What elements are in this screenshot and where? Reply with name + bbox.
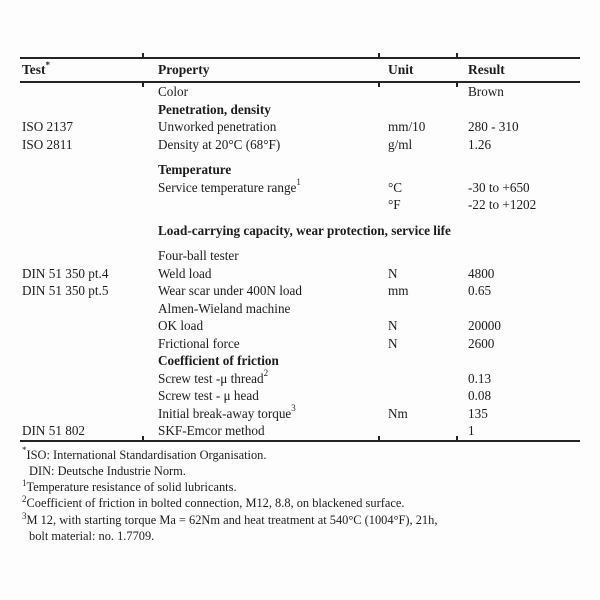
property-cell: SKF-Emcor method — [158, 423, 265, 438]
footnotes — [20, 447, 580, 545]
property-cell: Wear scar under 400N load — [158, 283, 302, 298]
footnote-line — [22, 479, 580, 495]
table-row — [20, 422, 580, 440]
unit-cell — [388, 300, 468, 318]
footnote-ref: 2 — [263, 368, 269, 379]
column-divider-tick — [142, 53, 144, 57]
property-cell: Frictional force — [158, 335, 240, 351]
table-row — [20, 179, 580, 197]
table-row — [20, 83, 580, 101]
property-cell: Screw test - μ head — [158, 388, 259, 403]
test-cell — [20, 335, 158, 353]
property-cell: Coefficient of friction — [158, 353, 279, 368]
table-row — [20, 370, 580, 388]
test-cell — [20, 101, 158, 119]
unit-cell — [388, 352, 468, 370]
footnote-line — [22, 463, 580, 479]
footnote-marker: 2 — [22, 494, 27, 505]
property-cell: Service temperature range$^1$ — [158, 177, 301, 195]
result-cell: -22 to +1202 — [468, 197, 537, 212]
footnote-text: M 12, with starting torque Ma = 62Nm and heat treatment at 540°C (1004°F), 21h, — [26, 512, 438, 527]
unit-cell — [388, 161, 468, 179]
result-cell — [468, 101, 580, 119]
result-cell: 0.65 — [468, 283, 492, 298]
footnote-ref: 3 — [291, 403, 296, 414]
section-spacer — [20, 153, 580, 161]
section-spacer — [20, 214, 580, 222]
test-cell — [20, 179, 158, 197]
table-row — [20, 317, 580, 335]
unit-cell: °C — [388, 179, 403, 195]
result-cell: 1 — [468, 423, 475, 438]
footnote-line — [22, 512, 580, 528]
result-cell: -30 to +650 — [468, 179, 530, 195]
property-cell: OK load — [158, 318, 204, 333]
property-cell: Four-ball tester — [158, 248, 239, 263]
table-header-rule — [20, 81, 580, 83]
header-property-label: Property — [158, 62, 210, 77]
footnote-marker: * — [22, 445, 27, 456]
datasheet-table — [20, 57, 580, 544]
test-cell: ISO 2811 — [22, 136, 73, 152]
column-divider-tick — [456, 83, 458, 87]
column-divider-tick — [142, 436, 144, 440]
footnote-text: Temperature resistance of solid lubricants. — [26, 480, 237, 495]
unit-cell — [388, 101, 468, 119]
result-cell: 4800 — [468, 265, 495, 281]
unit-cell: N — [388, 265, 398, 281]
property-cell: Penetration, density — [158, 101, 271, 117]
unit-cell: N — [388, 318, 398, 333]
result-cell: 0.08 — [468, 388, 492, 403]
footnote-marker: 1 — [22, 477, 27, 488]
column-divider-tick — [378, 53, 380, 57]
property-cell: Temperature — [158, 162, 232, 177]
footnote-text: ISO: International Standardisation Organisation. — [26, 447, 267, 462]
result-cell: Brown — [468, 84, 504, 99]
unit-cell: mm — [388, 283, 409, 298]
table-row — [20, 352, 580, 370]
test-cell — [20, 387, 158, 405]
property-cell: Screw test -μ thread$^2$ — [158, 368, 269, 386]
property-cell: Density at 20°C (68°F) — [158, 136, 281, 152]
property-cell: Load-carrying capacity, wear protection, service life — [158, 222, 451, 238]
test-cell — [20, 370, 158, 388]
column-divider-tick — [142, 83, 144, 87]
footnote-text: bolt material: no. 1.7709. — [29, 528, 155, 543]
result-cell: 1.26 — [468, 136, 492, 152]
test-footnote-marker: * — [45, 59, 51, 70]
result-cell — [468, 352, 580, 370]
footnote-line — [22, 447, 580, 463]
test-cell — [20, 352, 158, 370]
footnote-line — [22, 528, 580, 544]
test-cell — [20, 317, 158, 335]
header-unit-label: Unit — [388, 62, 414, 77]
table-body — [20, 83, 580, 440]
table-top-rule — [20, 57, 580, 59]
unit-cell: N — [388, 335, 398, 351]
test-cell — [20, 196, 158, 214]
test-cell — [20, 161, 158, 179]
column-divider-tick — [456, 53, 458, 57]
test-cell — [20, 83, 158, 101]
table-row — [20, 247, 580, 265]
column-divider-tick — [456, 436, 458, 440]
test-cell — [20, 405, 158, 423]
property-cell: Weld load — [158, 265, 212, 281]
table-row — [20, 282, 580, 300]
unit-cell: g/ml — [388, 136, 413, 152]
table-row — [20, 300, 580, 318]
result-cell: 20000 — [468, 318, 501, 333]
table-row — [20, 405, 580, 423]
unit-cell: Nm — [388, 405, 408, 421]
test-cell: DIN 51 350 pt.4 — [22, 265, 109, 281]
table-row — [20, 161, 580, 179]
test-cell — [20, 300, 158, 318]
table-row — [20, 118, 580, 136]
footnote-text: Coefficient of friction in bolted connection, M12, 8.8, on blackened surface. — [26, 496, 405, 511]
unit-cell — [388, 247, 468, 265]
unit-cell: °F — [388, 197, 401, 212]
test-cell: DIN 51 350 pt.5 — [22, 283, 109, 298]
result-cell — [468, 247, 580, 265]
test-cell: ISO 2137 — [22, 119, 73, 134]
result-cell: 280 - 310 — [468, 119, 519, 134]
table-row — [20, 222, 580, 240]
column-divider-tick — [378, 436, 380, 440]
footnote-text: DIN: Deutsche Industrie Norm. — [29, 463, 186, 478]
footnote-marker: 3 — [22, 510, 27, 521]
table-row — [20, 196, 580, 214]
property-cell: Almen-Wieland machine — [158, 300, 291, 316]
test-cell: DIN 51 802 — [22, 423, 86, 438]
result-cell: 0.13 — [468, 370, 492, 386]
table-row — [20, 387, 580, 405]
result-cell: 2600 — [468, 335, 495, 351]
test-cell — [20, 247, 158, 265]
column-divider-tick — [378, 83, 380, 87]
property-cell: Unworked penetration — [158, 119, 277, 134]
table-row — [20, 136, 580, 154]
result-cell — [468, 222, 580, 240]
unit-cell — [388, 387, 468, 405]
footnote-line — [22, 495, 580, 511]
result-cell — [468, 161, 580, 179]
property-cell — [158, 196, 388, 214]
table-header-row — [20, 59, 580, 81]
table-row — [20, 265, 580, 283]
header-result-label: Result — [468, 62, 505, 77]
property-cell: Color — [158, 84, 189, 99]
table-row — [20, 101, 580, 119]
section-spacer — [20, 239, 580, 247]
footnote-ref: 1 — [296, 177, 301, 188]
unit-cell — [388, 370, 468, 388]
test-cell — [20, 222, 158, 240]
result-cell: 135 — [468, 405, 488, 421]
header-test-label: Test* — [22, 59, 51, 77]
result-cell — [468, 300, 580, 318]
unit-cell — [388, 222, 468, 240]
table-bottom-rule — [20, 440, 580, 442]
unit-cell: mm/10 — [388, 119, 426, 134]
table-row — [20, 335, 580, 353]
property-cell: Initial break-away torque$^3$ — [158, 403, 296, 421]
